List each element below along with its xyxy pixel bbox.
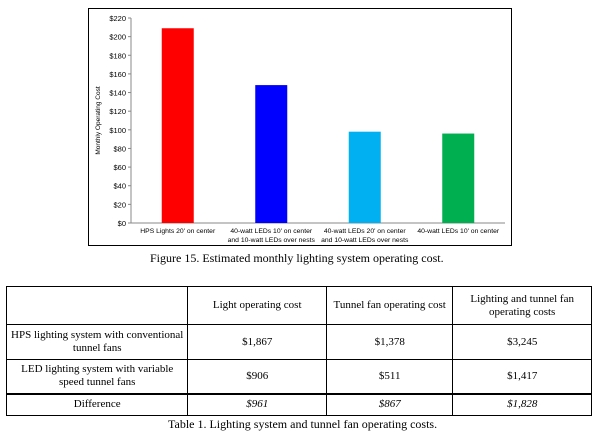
- cost-table: [6, 286, 592, 416]
- x-tick-label: 40-watt LEDs 10' on center: [230, 228, 313, 235]
- y-tick-label: $20: [113, 200, 126, 210]
- y-tick-label: $220: [109, 14, 126, 23]
- header-fan-cost: Tunnel fan operating cost: [327, 287, 453, 325]
- x-tick-label: and 10-watt LEDs over nests: [227, 237, 315, 244]
- cell-diff-total: $1,828: [453, 394, 592, 416]
- cell-diff-fan: $867: [327, 394, 453, 416]
- table-row: [7, 360, 592, 394]
- table-caption: Table 1. Lighting system and tunnel fan operating costs.: [168, 417, 438, 431]
- table-header-row: [7, 287, 592, 325]
- row-label-hps: HPS lighting system with conventional tunnel fans: [7, 325, 188, 360]
- y-tick-label: $0: [117, 219, 126, 228]
- cell-diff-light: $961: [188, 394, 327, 416]
- y-tick-label: $60: [113, 163, 126, 173]
- cell-led-total: $1,417: [453, 360, 592, 394]
- bar: [255, 85, 287, 223]
- bar: [349, 132, 381, 223]
- x-tick-label: 40-watt LEDs 10' on center: [417, 228, 500, 235]
- y-tick-label: $200: [109, 32, 126, 42]
- row-label-difference: Difference: [7, 394, 188, 416]
- header-total-cost: Lighting and tunnel fan operating costs: [453, 287, 592, 325]
- x-tick-label: 40-watt LEDs 20' on center: [323, 228, 406, 235]
- table-row: [7, 325, 592, 360]
- table-row-difference: [7, 394, 592, 416]
- figure-caption: Figure 15. Estimated monthly lighting system operating cost.: [150, 251, 444, 265]
- y-tick-label: $160: [109, 69, 126, 79]
- bar: [442, 134, 474, 223]
- y-tick-label: $180: [109, 51, 126, 61]
- bar: [162, 28, 194, 223]
- row-label-led: LED lighting system with variable speed tunnel fans: [7, 360, 188, 394]
- cell-led-light: $906: [188, 360, 327, 394]
- y-tick-label: $80: [113, 144, 126, 154]
- bar-chart: [89, 9, 513, 247]
- cell-led-fan: $511: [327, 360, 453, 394]
- cell-hps-light: $1,867: [188, 325, 327, 360]
- y-axis-title: Monthly Operating Cost: [95, 86, 102, 155]
- x-tick-label: and 10-watt LEDs over nests: [321, 237, 409, 244]
- y-tick-label: $140: [109, 88, 126, 98]
- y-tick-label: $40: [113, 181, 126, 191]
- cell-hps-total: $3,245: [453, 325, 592, 360]
- cell-hps-fan: $1,378: [327, 325, 453, 360]
- chart-frame: [88, 8, 512, 246]
- header-light-cost: Light operating cost: [188, 287, 327, 325]
- header-cell-empty: [7, 287, 188, 325]
- y-tick-label: $100: [109, 125, 126, 135]
- y-tick-label: $120: [109, 107, 126, 117]
- x-tick-label: HPS Lights 20' on center: [140, 228, 216, 235]
